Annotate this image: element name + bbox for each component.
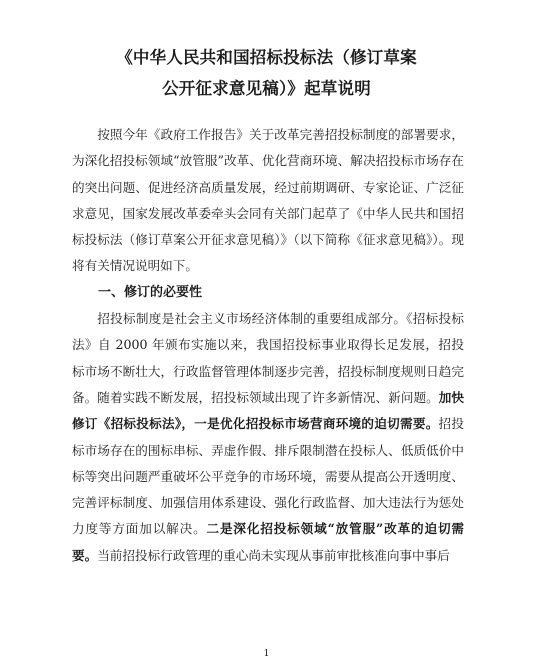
necessity-paragraph [72, 306, 464, 569]
document-body [72, 122, 464, 569]
intro-paragraph: 按照今年《政府工作报告》关于改革完善招投标制度的部署要求，为深化招投标领域“放管服”改革、优化营商环境、解决招投标市场存在的突出问题、促进经济高质量发展，经过前期调研、专家论证、广泛征求意见，国家发展改革委牵头会同有关部门起草了《中华人民共和国招标投标法（修订草案公开征求意见稿）》（以下简称《征求意见稿》）。现将有关情况说明如下。 [72, 127, 464, 274]
document-title [0, 42, 533, 104]
necessity-text-2: 招投标市场存在的围标串标、弄虚作假、排斥限制潜在投标人、低质低价中标等突出问题严重破坏公平竞争的市场环境，需要从提高公开透明度、完善评标制度、加强信用体系建设、强化行政监督、加大违法行为惩处力度等方面加以解决。 [72, 416, 464, 537]
title-line-2: 公开征求意见稿）》起草说明 [162, 79, 371, 98]
section-heading: 一、修订的必要性 [98, 284, 203, 300]
title-line-1: 《中华人民共和国招标投标法（修订草案 [116, 48, 417, 67]
necessity-point-2: 二是深化招投标领域“放管服”改革的迫切需要。 [72, 521, 464, 563]
necessity-point-1: 加快修订《招标投标法》，一是优化招投标市场营商环境的迫切需要。 [72, 389, 465, 432]
page-number: 1 [263, 649, 270, 659]
necessity-text-3: 当前招投标行政管理的重心尚未实现从事前审批核准向事中事后 [97, 547, 450, 563]
necessity-text-1: 招投标制度是社会主义市场经济体制的重要组成部分。《招标投标法》自 2000 年颁布实施以来，我国招投标事业取得长足发展，招投标市场不断壮大，行政监督管理体制逐步完善，招投标制度规则日趋完备。随着实践不断发展，招投标领域出现了许多新情况、新问题。 [72, 311, 464, 405]
